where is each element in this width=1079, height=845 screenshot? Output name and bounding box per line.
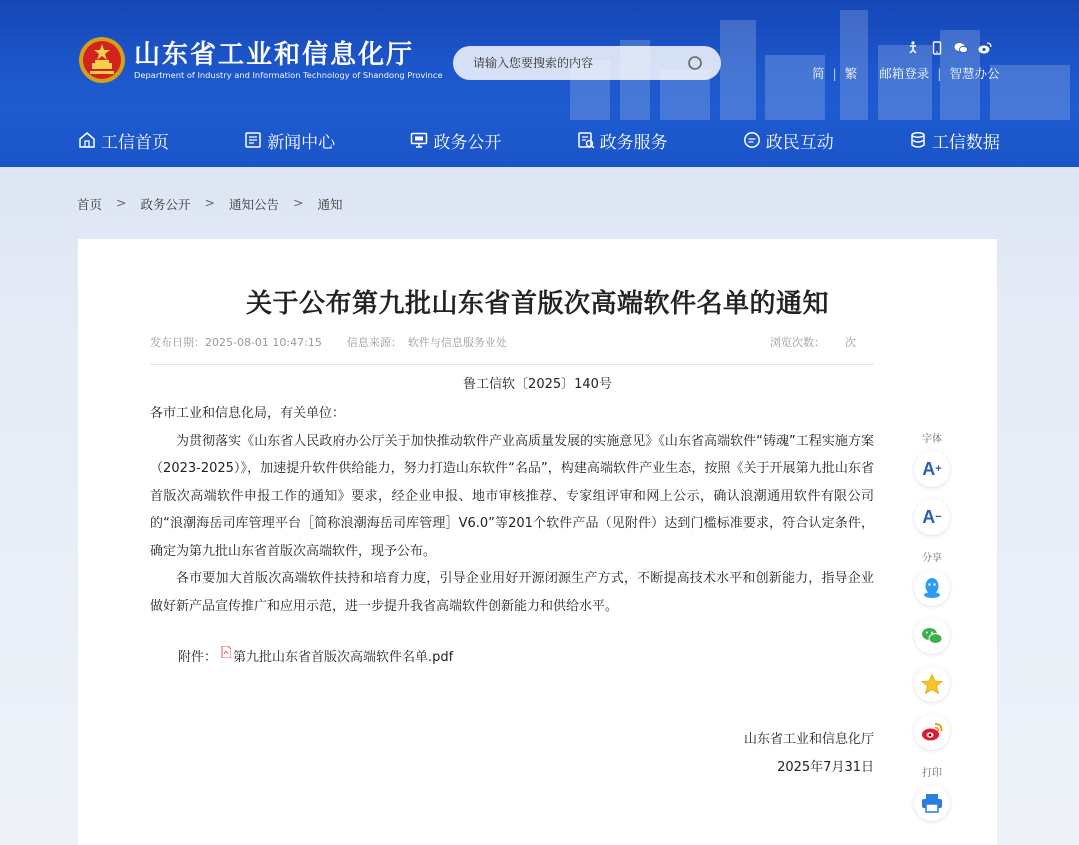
share-qq-button[interactable] [914,570,950,606]
source-label: 信息来源： [346,336,402,349]
nav-label: 政务服务 [599,132,668,153]
chat-icon [743,131,761,149]
side-toolbar [912,430,952,833]
print-button[interactable] [914,785,950,821]
mobile-icon[interactable] [930,40,944,54]
weibo-icon[interactable] [978,40,992,54]
mail-login-link[interactable]: 邮箱登录 [879,66,930,81]
breadcrumb-home[interactable]: 首页 [77,197,103,212]
nav-item-data[interactable] [909,127,1000,153]
nav-item-news[interactable] [244,127,335,153]
nav-item-gov-service[interactable] [577,127,668,153]
site-name: 山东省工业和信息化厅 [134,39,415,70]
breadcrumb-notice[interactable]: 通知 [317,197,343,212]
font-decrease-button[interactable]: A − [914,499,950,535]
site-name-english: Department of Industry and Information Technology of Shandong Province [134,69,443,80]
share-wechat-button[interactable] [914,618,950,654]
font-decrease-letter: A [922,506,936,527]
service-icon [577,131,595,149]
wechat-icon[interactable] [954,40,968,54]
nav-item-gov-affairs[interactable] [410,127,501,153]
top-icon-bar [906,40,992,54]
nav-label: 工信首页 [101,132,169,153]
document-number: 鲁工信软〔2025〕140号 [463,377,612,392]
accessibility-icon[interactable] [906,40,920,54]
separator: | [832,65,837,81]
article-body [150,400,874,620]
publish-date: 2025-08-01 10:47:15 [205,336,322,349]
monitor-icon [410,131,428,149]
site-header [0,0,1079,167]
search-icon[interactable] [687,55,703,71]
separator: | [937,65,942,81]
national-emblem-icon [78,36,126,84]
attachment [178,646,453,665]
font-label: 字体 [922,434,942,445]
print-label: 打印 [922,768,942,779]
signature-organization: 山东省工业和信息化厅 [743,732,874,747]
main-nav [78,127,1000,153]
article-panel [78,239,997,845]
views-unit: 次 [845,336,856,349]
breadcrumb [77,195,343,213]
nav-label: 政民互动 [765,132,834,153]
breadcrumb-separator: > [293,195,304,210]
home-icon [78,131,96,149]
font-increase-letter: A [922,458,936,479]
article-meta [150,334,874,350]
wechat-share-icon [921,626,943,646]
breadcrumb-separator: > [204,195,215,210]
nav-label: 工信数据 [931,132,1000,153]
breadcrumb-gov-affairs[interactable]: 政务公开 [140,197,191,212]
qq-icon [922,577,942,599]
favorite-button[interactable] [914,666,950,702]
publish-date-label: 发布日期： [150,336,205,349]
font-increase-button[interactable]: A + [914,451,950,487]
search-bar [453,46,721,80]
view-count [770,334,856,350]
nav-item-home[interactable] [78,127,169,153]
traditional-chinese-link[interactable]: 繁 [844,66,858,81]
nav-item-interaction[interactable] [743,127,834,153]
printer-icon [921,793,943,813]
body-paragraph: 各市要加大首版次高端软件扶持和培育力度，引导企业用好开源闭源生产方式，不断提高技术水平和创新能力，指导企业做好新产品宣传推广和应用示范，进一步提升我省高端软件创新能力和供给水平。 [150,571,874,614]
salutation: 各市工业和信息化局，有关单位： [150,406,346,421]
article-title: 关于公布第九批山东省首版次高端软件名单的通知 [245,289,829,319]
views-label: 浏览次数： [770,336,825,349]
site-logo[interactable] [78,36,443,84]
signature-date: 2025年7月31日 [777,760,874,775]
source: 软件与信息服务业处 [407,336,507,349]
breadcrumb-separator: > [116,195,127,210]
top-links [812,64,1000,82]
attachment-link[interactable]: 第九批山东省首版次高端软件名单.pdf [233,650,454,665]
news-icon [244,131,262,149]
share-weibo-button[interactable] [914,714,950,750]
breadcrumb-announcements[interactable]: 通知公告 [229,197,280,212]
meta-divider [150,364,874,365]
nav-label: 政务公开 [433,132,502,153]
database-icon [909,131,927,149]
simplified-chinese-link[interactable]: 简 [812,66,825,81]
body-paragraph: 为贯彻落实《山东省人民政府办公厅关于加快推动软件产业高质量发展的实施意见》《山东省高端软件“铸魂”工程实施方案（2023-2025）》，加速提升软件供给能力，努力打造山东软件“名品”，构建高端软件产业生态，按照《关于开展第九批山东省首版次高端软件申报工作的通知》要求，经企业申报、地市审核推荐、专家组评审和网上公示，确认浪潮通用软件有限公司的“浪潮海岳司库管理平台［简称浪潮海岳司库管理］V6.0”等201个软件产品（见附件）达到门槛标准要求，符合认定条件，确定为第九批山东省首版次高端软件，现予公布。 [150,433,874,559]
star-icon [921,673,943,695]
weibo-share-icon [921,722,943,742]
attachment-label: 附件： [178,650,218,665]
nav-label: 新闻中心 [267,132,336,153]
smart-office-link[interactable]: 智慧办公 [949,66,1000,81]
pdf-icon [221,646,231,658]
share-label: 分享 [922,553,942,564]
search-input[interactable] [473,56,683,70]
